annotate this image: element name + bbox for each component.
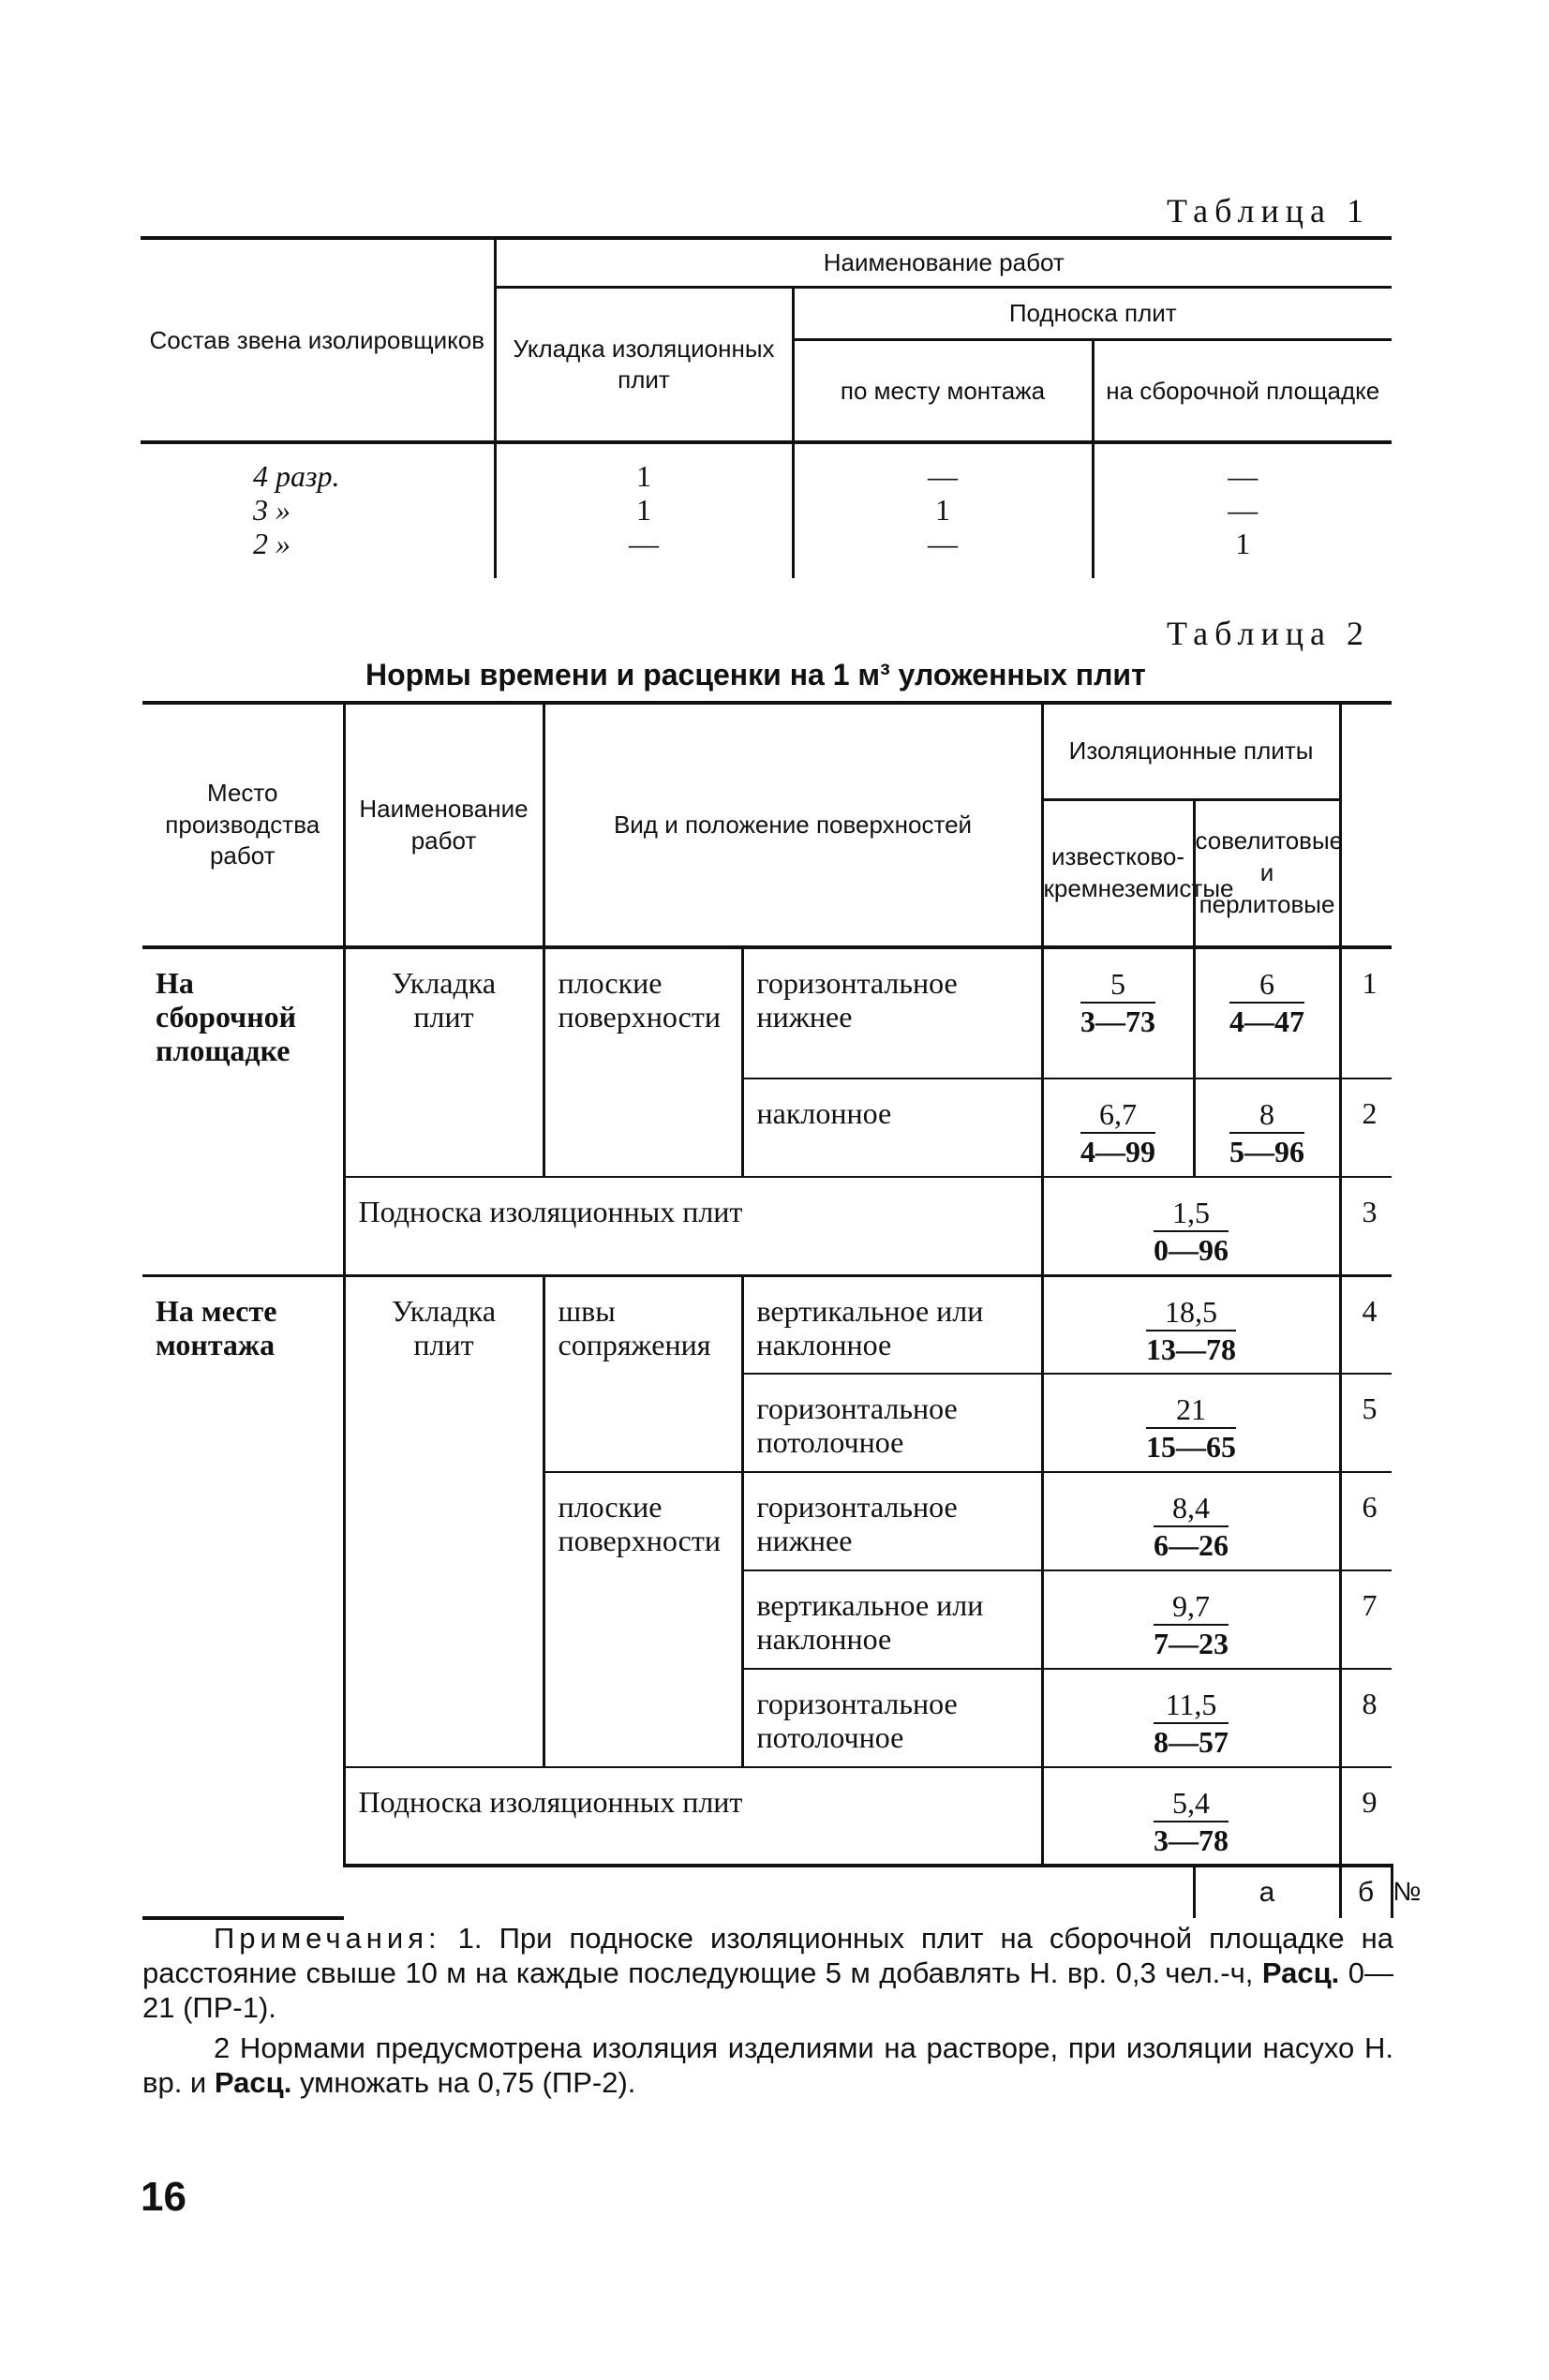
- t2-value-8: [1042, 1669, 1340, 1767]
- t2-row-no-5: 5: [1340, 1374, 1392, 1472]
- numerator: 11,5: [1154, 1687, 1229, 1724]
- t2-value-1a: [1042, 947, 1194, 1078]
- t1-cell: —: [629, 527, 659, 560]
- t2-value-5: [1042, 1374, 1340, 1472]
- t1-at-assembly-values: [1093, 442, 1392, 578]
- t2-position-6: горизонтальное нижнее: [742, 1472, 1042, 1570]
- t2-position-1: горизонтальное нижнее: [742, 947, 1042, 1078]
- note-2-rate-label: Расц.: [214, 2066, 292, 2099]
- note-2: [142, 2030, 1393, 2100]
- t1-rank-4: 4 разр.: [253, 459, 340, 493]
- t1-header-laying: Укладка изоляционных плит: [495, 287, 793, 442]
- t1-cell: —: [1228, 493, 1259, 527]
- t2-value-7: [1042, 1570, 1340, 1669]
- t2-place-assembly: На сборочной площадке: [142, 947, 344, 1275]
- t1-cell: 1: [636, 493, 651, 527]
- denominator: 3—78: [1154, 1823, 1229, 1857]
- denominator: 13—78: [1146, 1331, 1237, 1366]
- notes-label: Примечания:: [214, 1922, 441, 1955]
- t2-value-6: [1042, 1472, 1340, 1570]
- t2-position-4: вертикальное или наклонное: [742, 1275, 1042, 1374]
- t2-header-plates: Изоляционные плиты: [1042, 703, 1340, 799]
- t2-footer-b: б: [1340, 1866, 1392, 1918]
- t1-header-work-names: Наименование работ: [495, 238, 1392, 287]
- t2-value-1b: [1194, 947, 1340, 1078]
- denominator: 7—23: [1154, 1627, 1229, 1660]
- denominator: 0—96: [1154, 1233, 1229, 1267]
- t1-cell: 1: [935, 493, 950, 527]
- t1-header-crew: Состав звена изолировщиков: [141, 238, 495, 442]
- page-number: 16: [141, 2174, 186, 2220]
- t2-surface-flat-1: плоские поверхности: [544, 947, 742, 1177]
- t2-header-surface: Вид и положение поверхностей: [544, 703, 1042, 947]
- t2-row-no-9: 9: [1340, 1767, 1392, 1866]
- t2-header-place: Место производства работ: [142, 703, 344, 947]
- t1-header-to-site: по месту монтажа: [793, 339, 1093, 442]
- t2-row-no-8: 8: [1340, 1669, 1392, 1767]
- t1-cell: —: [1228, 459, 1259, 493]
- t2-row-no-2: 2: [1340, 1078, 1392, 1177]
- note-1: [142, 1921, 1393, 2025]
- t2-carrying-1: Подноска изоляционных плит: [344, 1177, 1042, 1275]
- note-1-text: 1. При подноске изоляционных плит на сборочной площадке на расстояние свыше 10 м на каждые последующие 5 м добавлять Н. вр. 0,3 чел.-ч,: [142, 1922, 1393, 1989]
- denominator: 4—99: [1080, 1135, 1156, 1168]
- note-2-text-b: умножать на 0,75 (ПР-2).: [299, 2066, 636, 2099]
- numerator: 8: [1229, 1096, 1304, 1134]
- numerator: 21: [1146, 1391, 1236, 1429]
- t2-surface-flat-2: плоские поверхности: [544, 1472, 742, 1767]
- t2-header-no-col: [1340, 703, 1392, 947]
- t2-surface-joints: швы сопряжения: [544, 1275, 742, 1472]
- denominator: 5—96: [1229, 1135, 1305, 1168]
- t2-value-2a: [1042, 1078, 1194, 1177]
- t2-row-no-3: 3: [1340, 1177, 1392, 1275]
- t2-position-8: горизонтальное потолочное: [742, 1669, 1042, 1767]
- denominator: 15—65: [1146, 1430, 1237, 1464]
- t1-rank-3: 3 »: [253, 493, 290, 527]
- t2-position-2: наклонное: [742, 1078, 1042, 1177]
- note-2-text-a: 2 Нормами предусмотрена изоляция изделиями на растворе, при изоляции насухо Н. вр. и: [142, 2031, 1393, 2099]
- table2-title: Нормы времени и расценки на 1 м³ уложенных плит: [365, 658, 1146, 692]
- numerator: 8,4: [1154, 1490, 1229, 1527]
- t2-row-no-7: 7: [1340, 1570, 1392, 1669]
- t2-position-5: горизонтальное потолочное: [742, 1374, 1042, 1472]
- t2-position-7: вертикальное или наклонное: [742, 1570, 1042, 1669]
- t2-value-3: [1042, 1177, 1340, 1275]
- table2-caption: Таблица 2: [1167, 615, 1370, 652]
- t2-work-laying-2: Укладка плит: [344, 1275, 544, 1767]
- denominator: 8—57: [1154, 1725, 1229, 1759]
- numerator: 5: [1080, 966, 1155, 1004]
- t1-cell: —: [928, 459, 958, 493]
- table1: [141, 236, 1392, 578]
- numerator: 6: [1229, 966, 1304, 1004]
- t2-header-sovelite: совелитовые и перлитовые: [1194, 799, 1340, 947]
- t2-carrying-2: Подноска изоляционных плит: [344, 1767, 1042, 1866]
- denominator: 4—47: [1229, 1004, 1305, 1038]
- numerator: 18,5: [1146, 1294, 1236, 1331]
- t2-footer-a: а: [1194, 1866, 1340, 1918]
- t2-row-no-1: 1: [1340, 947, 1392, 1078]
- t1-to-site-values: [793, 442, 1093, 578]
- denominator: 6—26: [1154, 1528, 1229, 1562]
- table1-caption: Таблица 1: [1167, 192, 1370, 230]
- numerator: 6,7: [1080, 1096, 1155, 1134]
- t1-rank-2: 2 »: [253, 527, 290, 560]
- numerator: 1,5: [1154, 1195, 1229, 1232]
- t2-footer-spacer: [344, 1866, 1194, 1918]
- table2: Место производства работ Наименование работ Вид и положение поверхностей Изоляционные плиты известково-кремнеземистые совелитовые и перлитовые На сборочной площадке Укладка плит плоские поверхности горизонтальное нижнее $\frac{5}{3—73}$ $\frac{6}{4—47}$ 1 наклонное $\frac{6,7}{4—99}$ $\frac{8}{5—96}$ 2 Подноска изоляционных плит $\frac{1,5}{0—96}$ 3 На месте монтажа Укладка плит швы сопряжения вертикальное или наклонное $\frac{18,5}{13—78}$ 4 горизонтальное потолочное $\frac{21}{15—65}$ 5 плоские поверхности горизонтальное нижнее $\frac{8,4}{6—26}$ 6 вертикальное или наклонное $\frac{9,7}{7—23}$ 7 горизонтальное потолочное $\frac{11,5}{8—57}$ 8 Подноска изоляционных плит $\frac{5,4}{3—78}$ 9 а б №: [142, 701, 1392, 1911]
- numerator: 5,4: [1154, 1785, 1229, 1822]
- t2-row-no-4: 4: [1340, 1275, 1392, 1374]
- note-1-rate-label: Расц.: [1261, 1956, 1340, 1989]
- note-1-rate: 0—21 (ПР-1).: [142, 1956, 1393, 2024]
- t1-cell: 1: [636, 459, 651, 493]
- t2-work-laying-1: Укладка плит: [344, 947, 544, 1177]
- notes: [142, 1921, 1393, 2105]
- t1-laying-values: [495, 442, 793, 578]
- t2-header-work: Наименование работ: [344, 703, 544, 947]
- t1-header-at-assembly: на сборочной площадке: [1093, 339, 1392, 442]
- numerator: 9,7: [1154, 1588, 1229, 1626]
- t1-header-carrying: Подноска плит: [793, 287, 1392, 339]
- t2-value-4: [1042, 1275, 1340, 1374]
- t2-row-no-6: 6: [1340, 1472, 1392, 1570]
- t1-cell: 1: [1235, 527, 1251, 560]
- denominator: 3—73: [1080, 1004, 1156, 1038]
- t2-place-site: На месте монтажа: [142, 1275, 344, 1918]
- t2-value-2b: [1194, 1078, 1340, 1177]
- t2-value-9: [1042, 1767, 1340, 1866]
- t1-ranks: [141, 442, 495, 578]
- t1-cell: —: [928, 527, 958, 560]
- t2-header-lime: известково-кремнеземистые: [1042, 799, 1194, 947]
